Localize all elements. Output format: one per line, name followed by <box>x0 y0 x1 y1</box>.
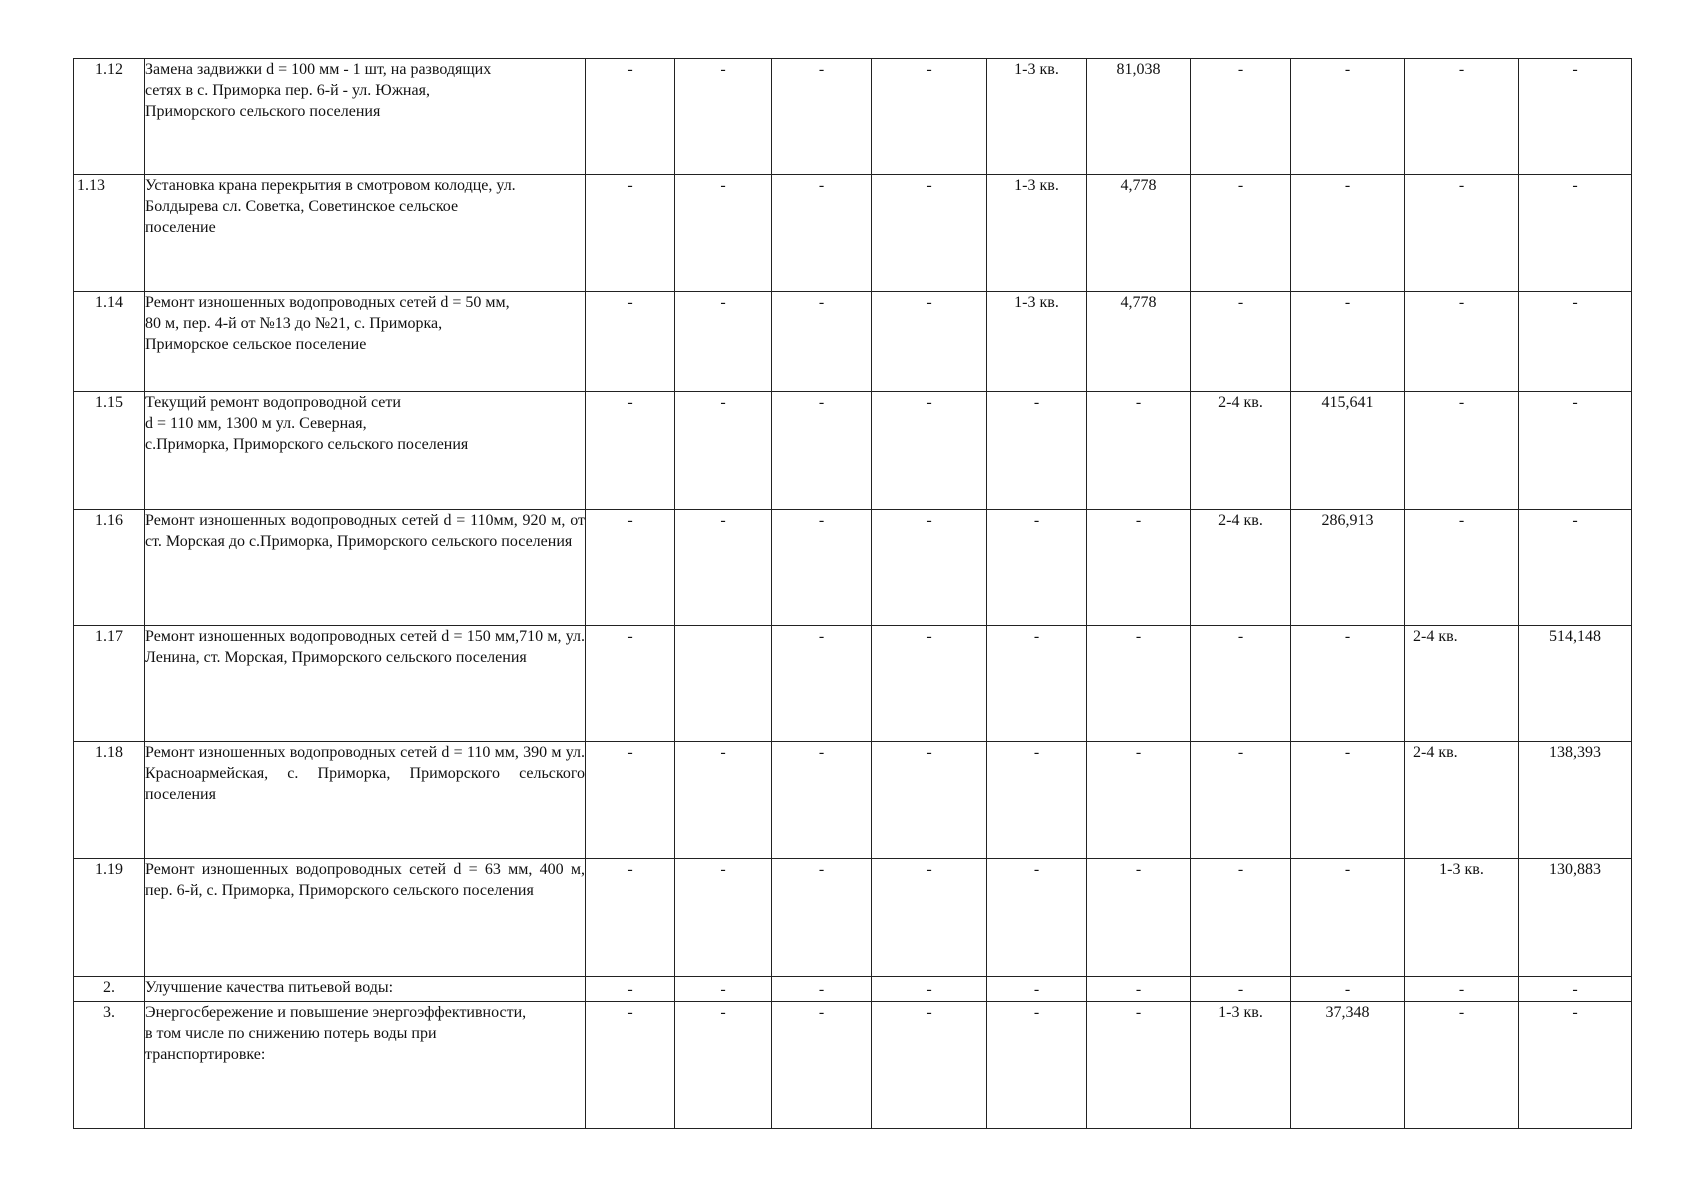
row-value-cell: - <box>1291 742 1405 859</box>
row-number: 1.12 <box>74 59 145 175</box>
table-row <box>74 292 1632 392</box>
row-value-cell: - <box>872 742 987 859</box>
row-value-cell: - <box>1087 1002 1191 1129</box>
row-value-cell: - <box>586 59 675 175</box>
row-value-cell: 1-3 кв. <box>1191 1002 1291 1129</box>
row-value-cell: - <box>1291 59 1405 175</box>
row-description: Текущий ремонт водопроводной сети d = 110 мм, 1300 м ул. Северная, с.Приморка, Приморского сельского поселения <box>145 392 586 510</box>
row-value-cell: - <box>586 292 675 392</box>
row-value-cell: - <box>772 392 872 510</box>
row-value-cell: - <box>987 510 1087 626</box>
row-value-cell: - <box>1191 859 1291 977</box>
row-value-cell: 1-3 кв. <box>987 292 1087 392</box>
row-value-cell: - <box>1191 175 1291 292</box>
row-value-cell: - <box>772 1002 872 1129</box>
row-value-cell: - <box>675 859 772 977</box>
row-value-cell: - <box>872 859 987 977</box>
row-value-cell: 1-3 кв. <box>987 175 1087 292</box>
row-value-cell: 2-4 кв. <box>1405 626 1519 742</box>
row-value-cell: - <box>1519 977 1632 1002</box>
row-value-cell: 1-3 кв. <box>1405 859 1519 977</box>
row-value-cell: - <box>1191 977 1291 1002</box>
row-value-cell: 2-4 кв. <box>1191 510 1291 626</box>
row-description: Установка крана перекрытия в смотровом колодце, ул. Болдырева сл. Советка, Советинское сельское поселение <box>145 175 586 292</box>
row-description: Улучшение качества питьевой воды: <box>145 977 586 1002</box>
row-value-cell: 514,148 <box>1519 626 1632 742</box>
row-value-cell: - <box>772 742 872 859</box>
row-value-cell: - <box>1405 59 1519 175</box>
table-row <box>74 59 1632 175</box>
row-value-cell: - <box>987 742 1087 859</box>
row-value-cell: - <box>1519 59 1632 175</box>
row-value-cell: - <box>987 626 1087 742</box>
table-row <box>74 175 1632 292</box>
row-value-cell: - <box>772 59 872 175</box>
row-value-cell: - <box>772 859 872 977</box>
row-value-cell <box>675 626 772 742</box>
row-value-cell: - <box>586 392 675 510</box>
row-value-cell: - <box>987 859 1087 977</box>
table-row <box>74 510 1632 626</box>
row-value-cell: - <box>987 1002 1087 1129</box>
row-value-cell: - <box>987 977 1087 1002</box>
row-value-cell: - <box>1087 392 1191 510</box>
row-value-cell: - <box>586 626 675 742</box>
table-row <box>74 392 1632 510</box>
table-row <box>74 626 1632 742</box>
table-row <box>74 977 1632 1002</box>
row-value-cell: - <box>586 175 675 292</box>
row-value-cell: - <box>586 510 675 626</box>
row-description: Ремонт изношенных водопроводных сетей d = 110мм, 920 м, от ст. Морская до с.Приморка, Приморского сельского поселения <box>145 510 586 626</box>
row-value-cell: - <box>675 742 772 859</box>
row-value-cell: - <box>1405 292 1519 392</box>
row-number: 1.18 <box>74 742 145 859</box>
investment-program-table <box>73 58 1632 1129</box>
row-value-cell: - <box>1087 510 1191 626</box>
row-value-cell: - <box>1405 510 1519 626</box>
row-number: 1.17 <box>74 626 145 742</box>
row-number: 3. <box>74 1002 145 1129</box>
row-value-cell: - <box>675 175 772 292</box>
row-number: 1.16 <box>74 510 145 626</box>
row-number: 1.19 <box>74 859 145 977</box>
row-value-cell: - <box>1087 626 1191 742</box>
row-value-cell: - <box>872 175 987 292</box>
row-value-cell: - <box>1405 175 1519 292</box>
row-value-cell: 2-4 кв. <box>1191 392 1291 510</box>
row-value-cell: - <box>675 1002 772 1129</box>
row-value-cell: - <box>987 392 1087 510</box>
row-value-cell: - <box>1519 1002 1632 1129</box>
row-value-cell: - <box>1291 977 1405 1002</box>
row-value-cell: - <box>772 292 872 392</box>
row-value-cell: - <box>1519 392 1632 510</box>
row-value-cell: - <box>586 859 675 977</box>
row-value-cell: - <box>1087 742 1191 859</box>
row-value-cell: - <box>1291 626 1405 742</box>
row-value-cell: - <box>586 742 675 859</box>
row-value-cell: - <box>1087 859 1191 977</box>
row-value-cell: - <box>872 59 987 175</box>
row-description: Ремонт изношенных водопроводных сетей d = 63 мм, 400 м, пер. 6-й, с. Приморка, Приморского сельского поселения <box>145 859 586 977</box>
row-value-cell: - <box>872 1002 987 1129</box>
row-value-cell: - <box>1519 510 1632 626</box>
table-row <box>74 1002 1632 1129</box>
row-value-cell: 2-4 кв. <box>1405 742 1519 859</box>
table-row <box>74 859 1632 977</box>
row-value-cell: 37,348 <box>1291 1002 1405 1129</box>
row-value-cell: - <box>1191 59 1291 175</box>
row-value-cell: - <box>872 392 987 510</box>
row-value-cell: 4,778 <box>1087 175 1191 292</box>
row-description: Ремонт изношенных водопроводных сетей d = 150 мм,710 м, ул. Ленина, ст. Морская, Приморского сельского поселения <box>145 626 586 742</box>
row-value-cell: - <box>1291 859 1405 977</box>
row-value-cell: 415,641 <box>1291 392 1405 510</box>
row-value-cell: 81,038 <box>1087 59 1191 175</box>
row-value-cell: 138,393 <box>1519 742 1632 859</box>
row-value-cell: - <box>675 977 772 1002</box>
row-number: 1.14 <box>74 292 145 392</box>
row-description: Замена задвижки d = 100 мм - 1 шт, на разводящих сетях в с. Приморка пер. 6-й - ул. Южная, Приморского сельского поселения <box>145 59 586 175</box>
row-value-cell: - <box>586 1002 675 1129</box>
row-value-cell: - <box>1291 292 1405 392</box>
row-value-cell: 4,778 <box>1087 292 1191 392</box>
row-value-cell: - <box>1405 392 1519 510</box>
row-value-cell: 130,883 <box>1519 859 1632 977</box>
row-value-cell: - <box>872 626 987 742</box>
row-number: 1.15 <box>74 392 145 510</box>
row-value-cell: - <box>675 292 772 392</box>
row-value-cell: - <box>772 977 872 1002</box>
row-value-cell: - <box>1519 175 1632 292</box>
row-value-cell: 1-3 кв. <box>987 59 1087 175</box>
row-value-cell: - <box>675 392 772 510</box>
row-description: Ремонт изношенных водопроводных сетей d = 50 мм, 80 м, пер. 4-й от №13 до №21, с. Приморка, Приморское сельское поселение <box>145 292 586 392</box>
row-value-cell: - <box>675 510 772 626</box>
row-number: 2. <box>74 977 145 1002</box>
row-description: Энергосбережение и повышение энергоэффективности, в том числе по снижению потерь воды при транспортировке: <box>145 1002 586 1129</box>
row-value-cell: - <box>872 977 987 1002</box>
row-description: Ремонт изношенных водопроводных сетей d = 110 мм, 390 м ул. Красноармейская, с. Приморка, Приморского сельского поселения <box>145 742 586 859</box>
row-value-cell: - <box>1191 742 1291 859</box>
row-value-cell: - <box>675 59 772 175</box>
row-value-cell: - <box>1291 175 1405 292</box>
row-value-cell: - <box>872 510 987 626</box>
row-value-cell: - <box>1405 1002 1519 1129</box>
row-value-cell: - <box>772 510 872 626</box>
row-value-cell: - <box>872 292 987 392</box>
row-value-cell: - <box>586 977 675 1002</box>
table-row <box>74 742 1632 859</box>
row-value-cell: - <box>772 175 872 292</box>
row-value-cell: - <box>1191 292 1291 392</box>
row-value-cell: - <box>772 626 872 742</box>
row-value-cell: 286,913 <box>1291 510 1405 626</box>
row-value-cell: - <box>1405 977 1519 1002</box>
row-value-cell: - <box>1087 977 1191 1002</box>
row-number: 1.13 <box>74 175 145 292</box>
row-value-cell: - <box>1191 626 1291 742</box>
row-value-cell: - <box>1519 292 1632 392</box>
